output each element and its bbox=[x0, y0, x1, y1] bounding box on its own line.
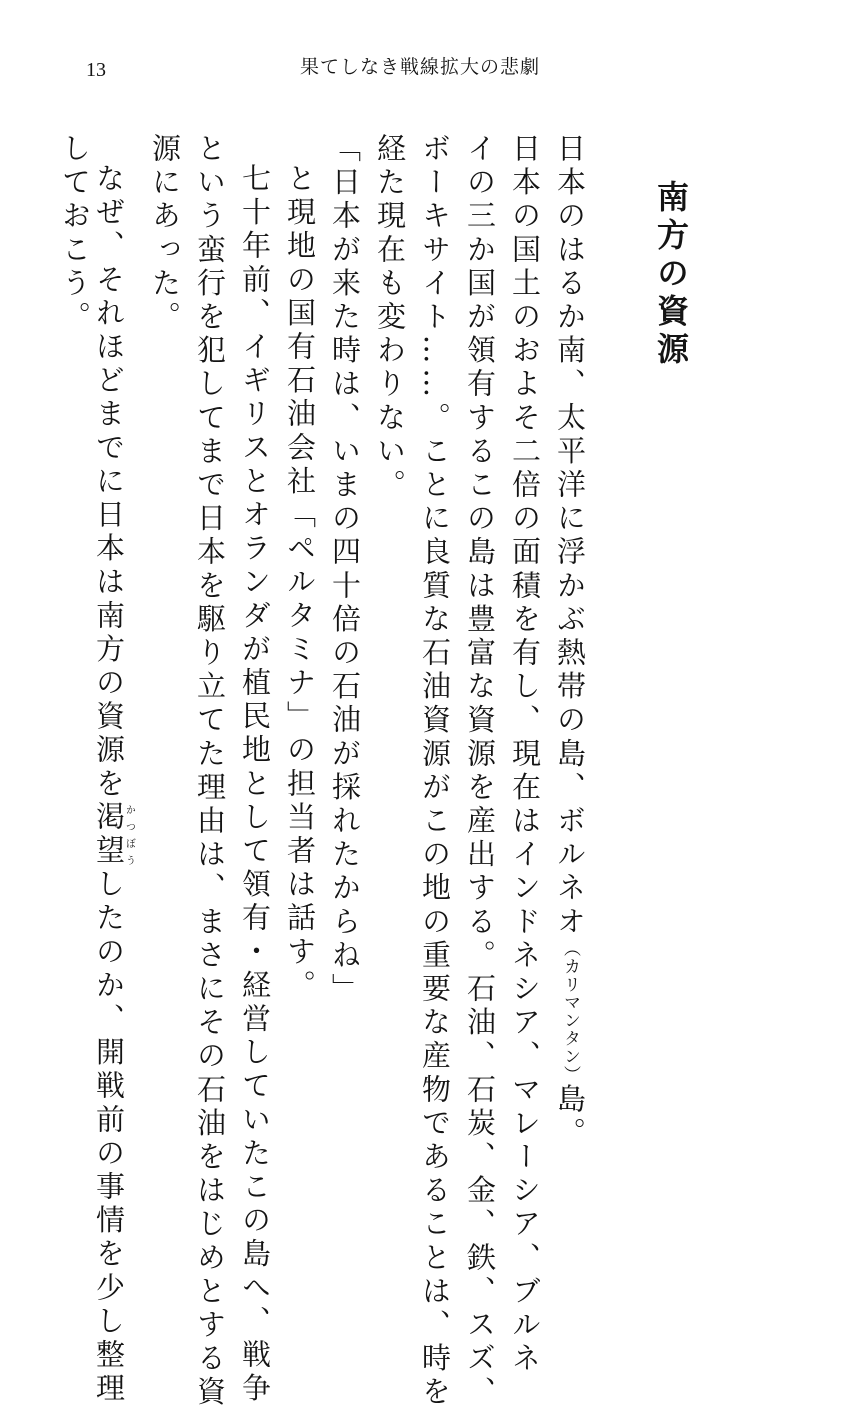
body-line: しておこう。 bbox=[58, 133, 92, 335]
body-line bbox=[553, 133, 587, 1151]
body-text: したのか、開戦前の事情を少し整理 bbox=[92, 868, 126, 1407]
running-head: 果てしなき戦線拡大の悲劇 bbox=[300, 56, 541, 78]
body-line: 七十年前、イギリスとオランダが植民地として領有・経営していたこの島へ、戦争 bbox=[238, 163, 272, 1407]
ruby-reading: かつぼう bbox=[123, 801, 135, 869]
body-line: 経た現在も変わりない。 bbox=[373, 133, 407, 503]
body-line: 日本の国土のおよそ二倍の面積を有し、現在はインドネシア、マレーシア、ブルネ bbox=[508, 133, 542, 1377]
quote-line: 「日本が来た時は、いまの四十倍の石油が採れたからね」 bbox=[328, 133, 362, 1007]
page-number: 13 bbox=[86, 59, 106, 81]
parenthetical-note: （カリマンタン） bbox=[560, 939, 580, 1084]
body-line bbox=[94, 163, 134, 1406]
body-text: 日本のはるか南、太平洋に浮かぶ熱帯の島、ボルネオ bbox=[553, 133, 587, 940]
ruby-word bbox=[92, 801, 135, 869]
body-line: という蛮行を犯してまで日本を駆り立てた理由は、まさにその石油をはじめとする資 bbox=[193, 133, 227, 1410]
section-title: 南方の資源 bbox=[652, 180, 690, 370]
body-line: と現地の国有石油会社「ペルタミナ」の担当者は話す。 bbox=[283, 163, 317, 1003]
body-line: ボーキサイト……。ことに良質な石油資源がこの地の重要な産物であることは、時を bbox=[418, 133, 452, 1410]
body-line: イの三か国が領有するこの島は豊富な資源を産出する。石油、石炭、金、鉄、スズ、 bbox=[463, 133, 497, 1410]
body-line: 源にあった。 bbox=[148, 133, 182, 335]
ruby-base: 渇望 bbox=[92, 801, 126, 869]
body-text: なぜ、それほどまでに日本は南方の資源を bbox=[92, 163, 126, 802]
body-text: 島。 bbox=[553, 1083, 587, 1151]
